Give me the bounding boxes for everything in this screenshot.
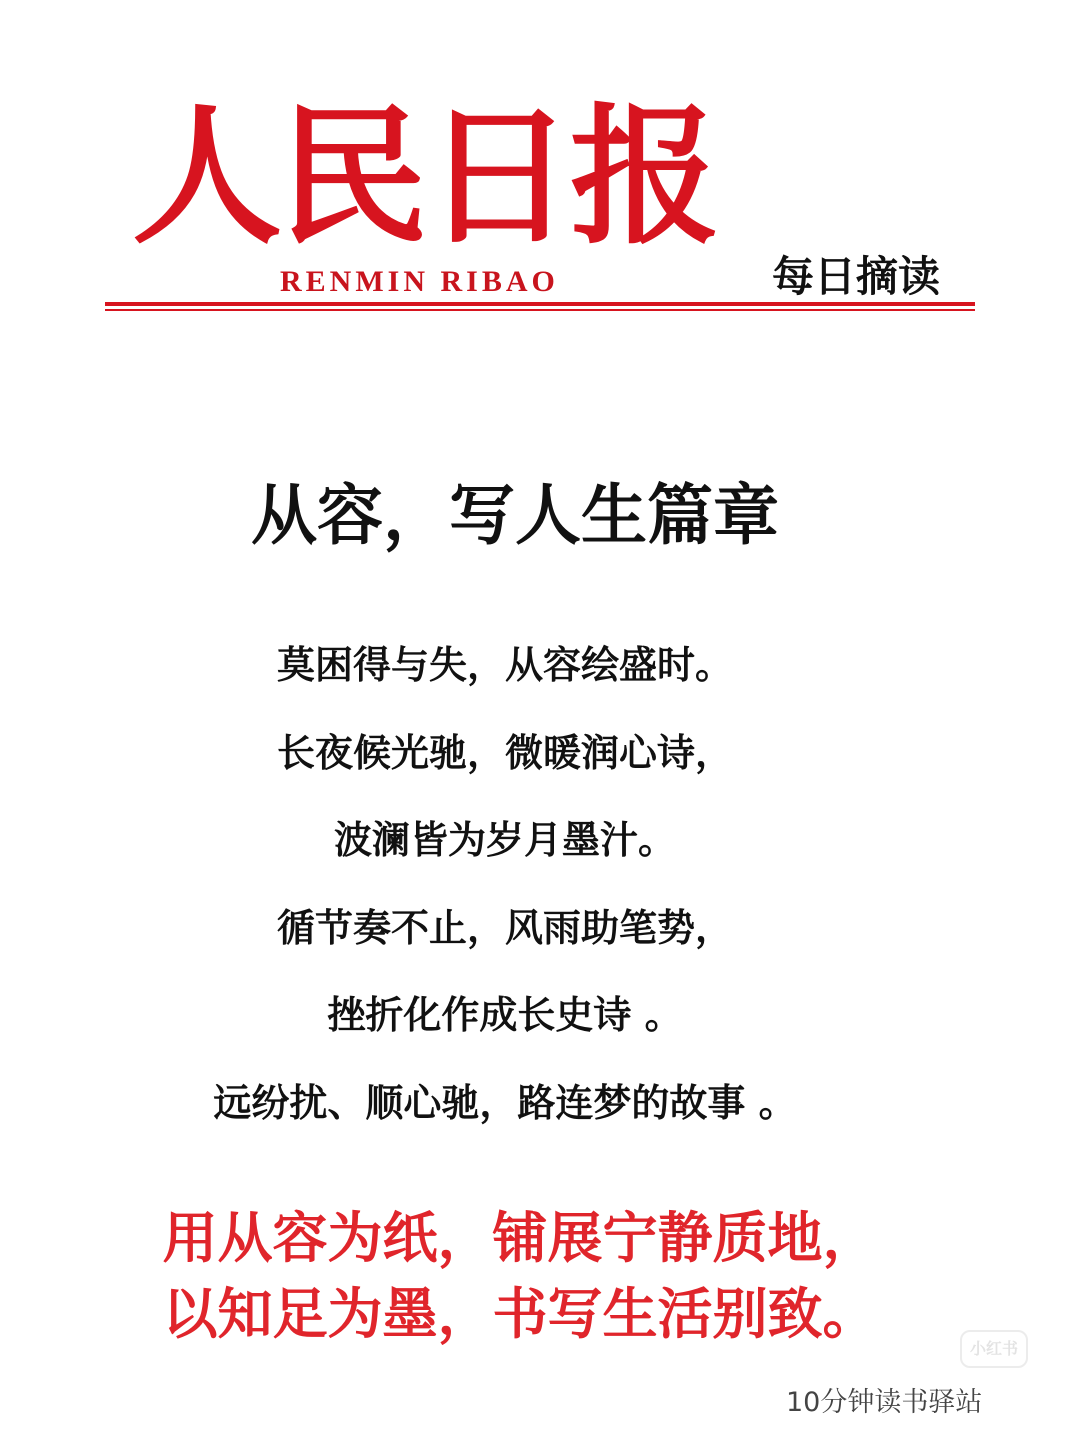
- source-credit: 10分钟读书驿站: [786, 1387, 983, 1418]
- poem-line: 莫困得与失，从容绘盛时。: [276, 642, 733, 687]
- highlight-quote: [0, 1200, 1040, 1352]
- poem-line: 长夜候光驰，微暖润心诗，: [276, 729, 733, 775]
- poem-line: 远纷扰、顺心驰，路连梦的故事 。: [213, 1079, 797, 1125]
- watermark-logo: 小红书: [960, 1330, 1028, 1368]
- poem-line: 循节奏不止，风雨助笔势，: [276, 904, 733, 950]
- poem-line: 波澜皆为岁月墨汁。: [333, 817, 676, 862]
- article-title: 从容，写人生篇章: [251, 476, 779, 554]
- masthead-pinyin: RENMIN RIBAO: [280, 265, 559, 298]
- quote-line: 以知足为墨，书写生活别致。: [162, 1281, 878, 1346]
- quote-line: 用从容为纸，铺展宁静质地，: [162, 1205, 878, 1270]
- masthead-logo: 人民日报: [132, 89, 717, 265]
- poem: [0, 640, 1010, 1165]
- poem-line: 挫折化作成长史诗 。: [327, 992, 683, 1037]
- masthead-divider-thin: [105, 309, 975, 311]
- masthead-divider: [105, 302, 975, 306]
- column-name: 每日摘读: [772, 252, 941, 301]
